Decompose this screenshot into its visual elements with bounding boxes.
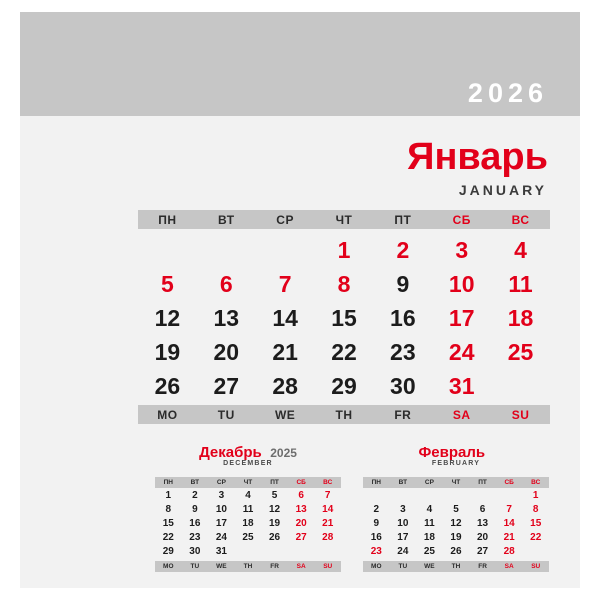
weekday-footer-en [138,405,550,424]
weekday-en-6: SU [511,407,530,422]
mini1-weekday-ru-0: ПН [371,479,381,486]
day-cell-22[interactable]: 22 [331,339,357,365]
mini0-weekday-en-4: FR [270,563,279,570]
weekday-header-ru [138,210,550,229]
day-cell-29[interactable]: 29 [331,373,357,399]
mini-prev-year: 2025 [270,445,297,460]
mini0-day-cell-12[interactable]: 12 [269,504,281,515]
mini0-day-cell-18[interactable]: 18 [242,518,254,529]
weekday-ru-2: СР [276,212,294,227]
mini1-weekday-en-2: WE [424,563,435,570]
mini-prev-month-ru: Декабрь [199,444,262,462]
day-cell-empty [138,233,197,267]
mini1-weekday-ru-2: СР [424,479,434,486]
header-band [20,12,580,116]
weekday-ru-0: ПН [158,212,177,227]
weekday-ru-5: СБ [452,212,471,227]
mini-prev-month-en: DECEMBER [223,460,273,467]
mini0-day-cell-21[interactable]: 21 [322,518,334,529]
mini1-day-cell-1[interactable]: 1 [532,490,539,501]
mini-prev-weekday-header [155,477,341,488]
mini0-weekday-ru-6: ВС [323,479,333,486]
mini0-day-cell-11[interactable]: 11 [242,504,254,515]
mini-prev-days-grid [155,489,341,559]
day-cell-6[interactable]: 6 [219,271,233,297]
mini-next-weekday-header [363,477,549,488]
month-title-ru: Январь [407,136,548,178]
mini1-day-cell-15[interactable]: 15 [530,518,542,529]
mini0-day-cell-24[interactable]: 24 [215,532,227,543]
mini0-weekday-ru-1: ВТ [190,479,200,486]
mini1-weekday-en-3: TH [451,563,461,570]
mini0-day-cell-empty [314,545,341,559]
mini1-day-cell-empty [363,489,390,503]
mini1-day-cell-14[interactable]: 14 [503,518,515,529]
weekday-en-5: SA [452,407,471,422]
day-cell-9[interactable]: 9 [396,271,410,297]
mini0-day-cell-9[interactable]: 9 [192,504,198,515]
mini0-weekday-ru-4: ПТ [270,479,279,486]
mini0-day-cell-26[interactable]: 26 [269,532,281,543]
day-cell-26[interactable]: 26 [154,373,181,399]
weekday-ru-6: ВС [511,212,530,227]
mini1-weekday-ru-5: СБ [504,479,514,486]
mini0-day-cell-8[interactable]: 8 [165,504,172,515]
day-cell-2[interactable]: 2 [396,237,410,263]
calendar-sheet [20,12,580,588]
mini0-day-cell-20[interactable]: 20 [295,518,307,529]
mini1-weekday-en-0: MO [371,563,382,570]
day-cell-23[interactable]: 23 [390,339,416,365]
mini0-day-cell-10[interactable]: 10 [215,504,227,515]
mini0-day-cell-16[interactable]: 16 [189,518,201,529]
days-grid [138,233,550,403]
mini0-day-cell-22[interactable]: 22 [162,532,174,543]
mini0-day-cell-23[interactable]: 23 [189,532,201,543]
mini1-day-cell-empty [443,489,470,503]
mini0-day-cell-7[interactable]: 7 [324,490,331,501]
mini0-day-cell-29[interactable]: 29 [162,546,174,557]
mini1-day-cell-empty [390,489,417,503]
weekday-ru-4: ПТ [394,212,412,227]
mini1-day-cell-5[interactable]: 5 [453,504,459,515]
mini0-weekday-en-2: WE [216,563,227,570]
mini1-day-cell-27[interactable]: 27 [477,546,489,557]
day-cell-18[interactable]: 18 [507,305,534,331]
weekday-ru-3: ЧТ [335,212,353,227]
day-cell-empty [256,233,315,267]
day-cell-25[interactable]: 25 [507,339,534,365]
mini0-weekday-ru-2: СР [216,479,226,486]
weekday-en-1: TU [217,407,235,422]
day-cell-10[interactable]: 10 [448,271,475,297]
weekday-en-4: FR [394,407,412,422]
mini0-day-cell-15[interactable]: 15 [162,518,174,529]
day-cell-11[interactable]: 11 [508,271,533,297]
year-label: 2026 [467,78,548,108]
mini1-day-cell-20[interactable]: 20 [477,532,489,543]
day-cell-3[interactable]: 3 [455,237,469,263]
mini1-day-cell-6[interactable]: 6 [479,504,486,515]
mini1-day-cell-9[interactable]: 9 [373,518,380,529]
mini1-weekday-ru-4: ПТ [478,479,487,486]
mini1-day-cell-empty [522,545,549,559]
mini1-day-cell-2[interactable]: 2 [373,504,380,515]
mini0-weekday-ru-0: ПН [163,479,173,486]
day-cell-19[interactable]: 19 [154,339,181,365]
day-cell-30[interactable]: 30 [390,373,416,399]
mini1-day-cell-12[interactable]: 12 [450,518,462,529]
mini1-day-cell-19[interactable]: 19 [450,532,462,543]
month-title-en: JANUARY [458,182,547,198]
weekday-en-2: WE [274,407,296,422]
day-cell-16[interactable]: 16 [390,305,416,331]
mini1-weekday-en-6: SU [531,563,541,570]
day-cell-31[interactable]: 31 [448,373,475,399]
mini-next-days-grid [363,489,549,559]
mini0-day-cell-5[interactable]: 5 [271,490,278,501]
mini1-day-cell-16[interactable]: 16 [370,532,382,543]
mini0-day-cell-31[interactable]: 31 [215,546,227,557]
mini1-day-cell-21[interactable]: 21 [503,532,515,543]
weekday-ru-1: ВТ [218,212,235,227]
mini1-weekday-en-5: SA [504,563,514,570]
day-cell-20[interactable]: 20 [213,339,240,365]
day-cell-12[interactable]: 12 [154,305,181,331]
mini1-day-cell-10[interactable]: 10 [397,518,409,529]
mini0-day-cell-4[interactable]: 4 [245,490,251,501]
day-cell-13[interactable]: 13 [213,305,240,331]
mini0-day-cell-3[interactable]: 3 [218,490,225,501]
mini1-weekday-en-4: FR [478,563,487,570]
mini-next-month-en: FEBRUARY [431,460,481,467]
weekday-en-3: TH [335,407,353,422]
mini-prev-weekday-footer [155,561,341,572]
mini1-weekday-ru-1: ВТ [398,479,408,486]
mini0-weekday-en-3: TH [243,563,253,570]
day-cell-7[interactable]: 7 [278,271,292,297]
mini1-day-cell-11[interactable]: 11 [424,518,435,529]
mini0-weekday-en-0: MO [163,563,174,570]
day-cell-4[interactable]: 4 [514,237,527,263]
mini1-day-cell-empty [416,489,443,503]
mini0-weekday-ru-3: ЧТ [243,479,253,486]
day-cell-empty [197,233,256,267]
day-cell-27[interactable]: 27 [213,373,240,399]
day-cell-5[interactable]: 5 [161,271,174,297]
mini1-day-cell-3[interactable]: 3 [400,504,406,515]
mini1-day-cell-26[interactable]: 26 [450,546,462,557]
mini1-day-cell-8[interactable]: 8 [532,504,539,515]
mini0-day-cell-empty [235,545,262,559]
mini1-day-cell-empty [496,489,523,503]
mini0-day-cell-25[interactable]: 25 [242,532,254,543]
mini-calendar-prev [155,444,341,572]
day-cell-28[interactable]: 28 [272,373,298,399]
mini-calendar-next [363,444,549,572]
mini1-weekday-ru-6: ВС [531,479,541,486]
mini0-day-cell-1[interactable]: 1 [165,490,172,501]
mini1-day-cell-28[interactable]: 28 [503,546,515,557]
mini-next-month-ru: Февраль [418,444,486,462]
mini1-day-cell-empty [469,489,496,503]
mini0-weekday-en-5: SA [296,563,306,570]
mini-next-weekday-footer [363,561,549,572]
mini0-day-cell-14[interactable]: 14 [322,504,334,515]
mini1-weekday-en-1: TU [398,563,408,570]
mini-prev-head [155,444,341,474]
mini1-day-cell-24[interactable]: 24 [397,546,409,557]
day-cell-21[interactable]: 21 [272,339,298,365]
mini1-day-cell-23[interactable]: 23 [370,546,382,557]
mini0-day-cell-empty [288,545,315,559]
mini0-day-cell-17[interactable]: 17 [215,518,227,529]
main-calendar [138,210,550,424]
mini-next-head [363,444,549,474]
mini0-weekday-ru-5: СБ [296,479,306,486]
mini0-day-cell-empty [261,545,288,559]
mini-calendars [155,444,550,572]
mini0-day-cell-2[interactable]: 2 [192,490,198,501]
day-cell-8[interactable]: 8 [337,271,351,297]
mini0-day-cell-19[interactable]: 19 [269,518,281,529]
mini0-weekday-en-1: TU [190,563,200,570]
day-cell-1[interactable]: 1 [337,237,351,263]
mini0-day-cell-28[interactable]: 28 [322,532,334,543]
day-cell-14[interactable]: 14 [272,305,298,331]
mini1-day-cell-13[interactable]: 13 [477,518,489,529]
mini1-weekday-ru-3: ЧТ [451,479,461,486]
mini0-day-cell-30[interactable]: 30 [189,546,201,557]
mini1-day-cell-18[interactable]: 18 [423,532,435,543]
mini1-day-cell-7[interactable]: 7 [506,504,512,515]
mini1-day-cell-22[interactable]: 22 [530,532,542,543]
mini0-day-cell-6[interactable]: 6 [298,490,304,501]
mini0-weekday-en-6: SU [323,563,333,570]
mini0-day-cell-27[interactable]: 27 [295,532,307,543]
day-cell-empty [491,369,550,403]
mini1-day-cell-17[interactable]: 17 [397,532,409,543]
day-cell-24[interactable]: 24 [448,339,475,365]
mini1-day-cell-4[interactable]: 4 [426,504,433,515]
mini1-day-cell-25[interactable]: 25 [423,546,435,557]
day-cell-17[interactable]: 17 [448,305,475,331]
day-cell-15[interactable]: 15 [331,305,357,331]
mini0-day-cell-13[interactable]: 13 [295,504,307,515]
weekday-en-0: MO [157,407,178,422]
